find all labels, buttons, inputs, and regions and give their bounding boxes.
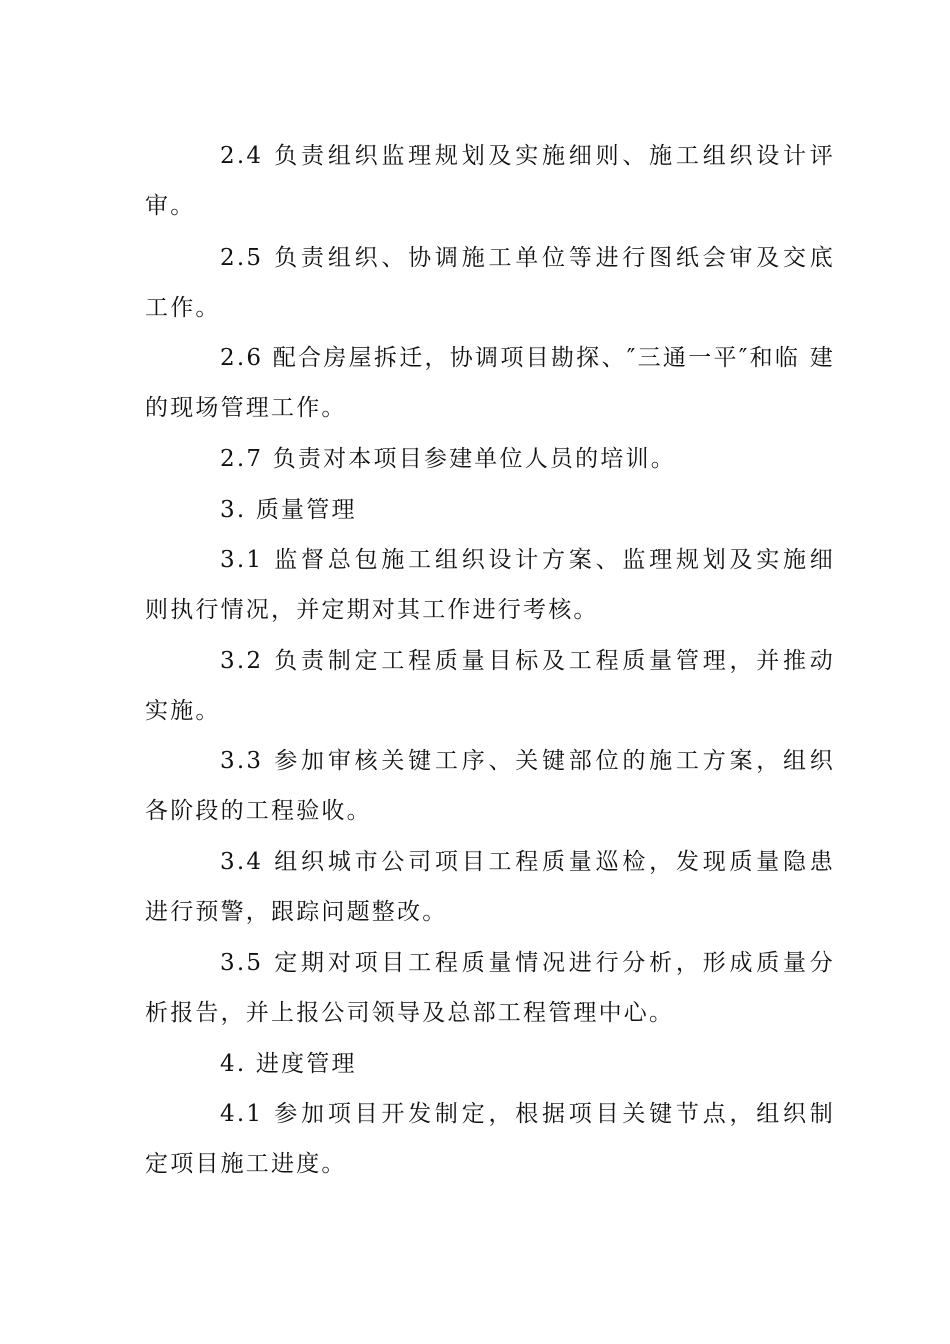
paragraph-2-6: 2.6 配合房屋拆迁，协调项目勘探、″三通一平″和临 建的现场管理工作。: [145, 345, 835, 421]
paragraph-3-2: 3.2 负责制定工程质量目标及工程质量管理，并推动 实施。: [145, 648, 835, 724]
section-heading-schedule: 4. 进度管理: [220, 1051, 357, 1077]
paragraph-3-1: 3.1 监督总包施工组织设计方案、监理规划及实施细 则执行情况，并定期对其工作进行考核。: [145, 547, 835, 623]
paragraph-3-5: 3.5 定期对项目工程质量情况进行分析，形成质量分 析报告，并上报公司领导及总部工程管理中心。: [145, 950, 835, 1026]
paragraph-4-1: 4.1 参加项目开发制定，根据项目关键节点，组织制 定项目施工进度。: [145, 1101, 835, 1177]
paragraph-3-4: 3.4 组织城市公司项目工程质量巡检，发现质量隐患 进行预警，跟踪问题整改。: [145, 849, 835, 925]
section-heading-quality: 3. 质量管理: [220, 497, 357, 523]
paragraph-2-5: 2.5 负责组织、协调施工单位等进行图纸会审及交底 工作。: [145, 245, 835, 321]
paragraph-2-7: 2.7 负责对本项目参建单位人员的培训。: [220, 446, 676, 472]
paragraph-3-3: 3.3 参加审核关键工序、关键部位的施工方案，组织 各阶段的工程验收。: [145, 748, 835, 824]
paragraph-2-4: 2.4 负责组织监理规划及实施细则、施工组织设计评审。: [145, 143, 835, 219]
